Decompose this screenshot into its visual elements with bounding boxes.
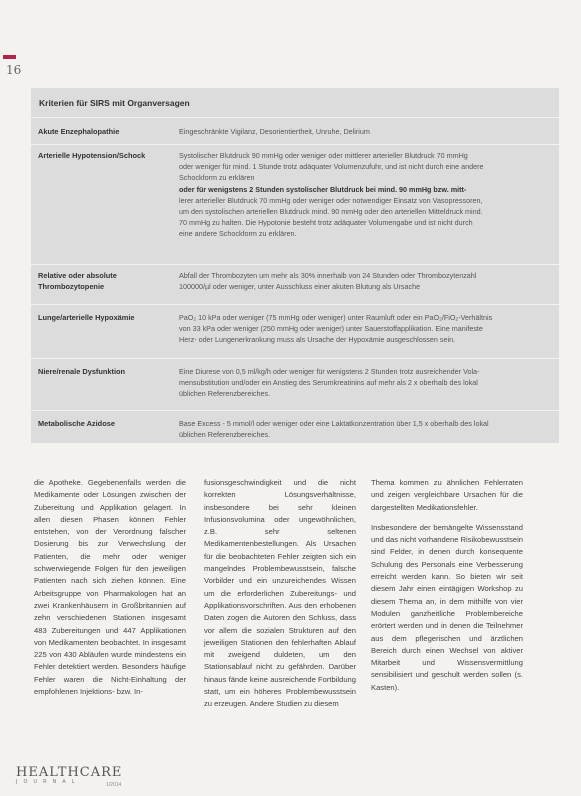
description-line: Eingeschränkte Vigilanz, Desorientiertheit, Unruhe, Delirium — [179, 127, 370, 136]
criterion-description — [179, 366, 551, 400]
description-line: Systolischer Blutdruck 90 mmHg oder weniger oder mittlerer arterieller Blutdruck 70 mmHg — [179, 151, 468, 160]
criteria-table — [31, 88, 559, 443]
description-line: oder für wenigstens 2 Stunden systolischer Blutdruck bei mind. 90 mmHg bzw. mitt- — [179, 184, 467, 194]
criterion-label: Relative oder absolute Thrombozytopenie — [38, 271, 117, 292]
page-number: 16 — [6, 63, 22, 77]
row-divider — [31, 410, 559, 411]
description-line: Eine Diurese von 0,5 ml/kg/h oder weniger für wenigstens 2 Stunden trotz ausreichender Vola- — [179, 367, 480, 376]
criterion-description — [179, 418, 551, 440]
description-line: eine andere Schockform zu erklären. — [179, 229, 297, 239]
body-paragraph: die Apotheke. Gegebenenfalls werden die Medikamente oder Lösungen zwischen der Zubereitung und Applikation gelagert. In allen diesen Phasen können Fehler entstehen, von der Verordnung falscher Dosierung bis zur Verwechslung der Patienten, die mehr oder weniger schwerwiegende Folgen für den jeweiligen Patienten nach sich ziehen können. Eine Arbeitsgruppe von Pharmakologen hat an zwei Krankenhäusern in Großbritannien auf zehn verschiedenen Stationen insgesamt 483 Zubereitungen und 447 Applikationen von Medikamenten beobachtet. In insgesamt 225 von 430 Abläufen wurde mindestens ein Fehler detektiert werden. Besonders häufige Fehler waren die Nicht-Einhaltung der empfohlenen Injektions- bzw. In- — [34, 478, 186, 697]
body-column-2 — [204, 477, 356, 719]
table-divider — [31, 117, 559, 118]
description-line: Base Excess - 5 mmol/l oder weniger oder eine Laktatkonzentration über 1,5 x oberhalb des lokal — [179, 419, 489, 428]
description-line: von 33 kPa oder weniger (250 mmHg oder weniger) unter Sauerstoffapplikation. Eine manifeste — [179, 324, 483, 334]
logo-main-text: HEALTHCARE — [16, 765, 123, 780]
criterion-label: Arterielle Hypotension/Schock — [38, 151, 146, 160]
body-column-1 — [34, 477, 186, 706]
criterion-label: Lunge/arterielle Hypoxämie — [38, 313, 135, 322]
description-line: oder weniger für mind. 1 Stunde trotz adäquater Volumenzufuhr, und ist nicht durch eine andere — [179, 162, 484, 172]
description-line: Abfall der Thrombozyten um mehr als 30% innerhalb von 24 Stunden oder Thrombozytenzahl — [179, 271, 477, 280]
description-line: Herz- oder Lungenerkrankung muss als Ursache der Hypoxämie ausgeschlossen sein. — [179, 335, 456, 345]
description-line: Schockform zu erklären — [179, 173, 255, 183]
logo-sub-text: JOURNAL — [16, 779, 81, 785]
row-divider — [31, 304, 559, 305]
description-line: üblichen Referenzbereiches. — [179, 430, 271, 440]
criterion-description — [179, 270, 551, 292]
row-divider — [31, 264, 559, 265]
criterion-description — [179, 126, 551, 137]
description-line: mensubstitution und/oder ein Anstieg des Serumkreatinins auf mehr als 2 x oberhalb des lokal — [179, 378, 478, 388]
criterion-label: Metabolische Azidose — [38, 419, 115, 428]
description-line: 70 mmHg zu halten. Die Hypotonie besteht trotz adäquater Volumengabe und ist nicht durch — [179, 218, 473, 228]
description-line: um den systolischen arteriellen Blutdruck mind. 90 mmHg oder den arteriellen Mitteldruck mind. — [179, 207, 483, 217]
criterion-description — [179, 312, 551, 346]
description-line: 100000/µl oder weniger, unter Ausschluss einer akuten Blutung als Ursache — [179, 282, 421, 292]
issue-label: 1/2014 — [106, 782, 122, 788]
accent-bar — [3, 55, 16, 59]
description-line: PaO₂ 10 kPa oder weniger (75 mmHg oder weniger) unter Raumluft oder ein PaO₂/FiO₂-Verhältnis — [179, 313, 493, 322]
table-header: Kriterien für SIRS mit Organversagen — [39, 98, 190, 108]
description-line: üblichen Referenzbereiches. — [179, 389, 271, 399]
body-paragraph: Thema kommen zu ähnlichen Fehlerraten und zeigen vergleichbare Ursachen für die dargestellten Medikationsfehler. — [371, 478, 523, 512]
body-paragraph: fusionsgeschwindigkeit und die nicht korrekten Lösungsverhältnisse, insbesondere bei sehr kleinen Infusionsvolumina oder ungewöhnlichen, z.B. sehr seltenen Medikamentenbestellungen. Als Ursachen für die beobachteten Fehler zeigten sich ein mangelndes Problembewusstsein, falsche Vorbilder und ein unzureichendes Wissen um die erforderlichen Zubereitungs- und Applikationsvorschriften. Aus den erhobenen Daten zogen die Autoren den Schluss, dass vor allem die sozialen Strukturen auf den jeweiligen Stationen den fehlerhaften Ablauf mit zweigend duldeten, um den Stationsablauf nicht zu gefährden. Darüber hinaus fände keine ausreichende Fortbildung statt, um ein höheres Problembewusstsein zu erzeugen. Andere Studien zu diesem — [204, 478, 356, 709]
criterion-label: Niere/renale Dysfunktion — [38, 367, 126, 376]
row-divider — [31, 358, 559, 359]
body-paragraph: Insbesondere der bemängelte Wissensstand und das nicht vorhandene Risikobewusstsein sind Felder, in denen durch konsequente Schulung des Personals eine Verbesserung erreicht werden kann. So bieten wir seit diesem Jahr einen eintägigen Workshop zu diesem Thema an, in dem mithilfe von vier Modulen ganzheitliche Problembereiche erörtert werden und in denen die Teilnehmer aus dem pflegerischen und ärztlichen Bereich durch einen Wechsel von aktiver Mitarbeit und Wissensvermittlung sensibilisiert und geschult werden sollen (s. Kasten). — [371, 522, 523, 692]
criterion-description — [179, 150, 551, 240]
body-column-3 — [371, 477, 523, 702]
row-divider — [31, 144, 559, 145]
criterion-label: Akute Enzephalopathie — [38, 127, 120, 136]
description-line: lerer arterieller Blutdruck 70 mmHg oder weniger oder notwendiger Einsatz von Vasopressoren, — [179, 195, 483, 205]
